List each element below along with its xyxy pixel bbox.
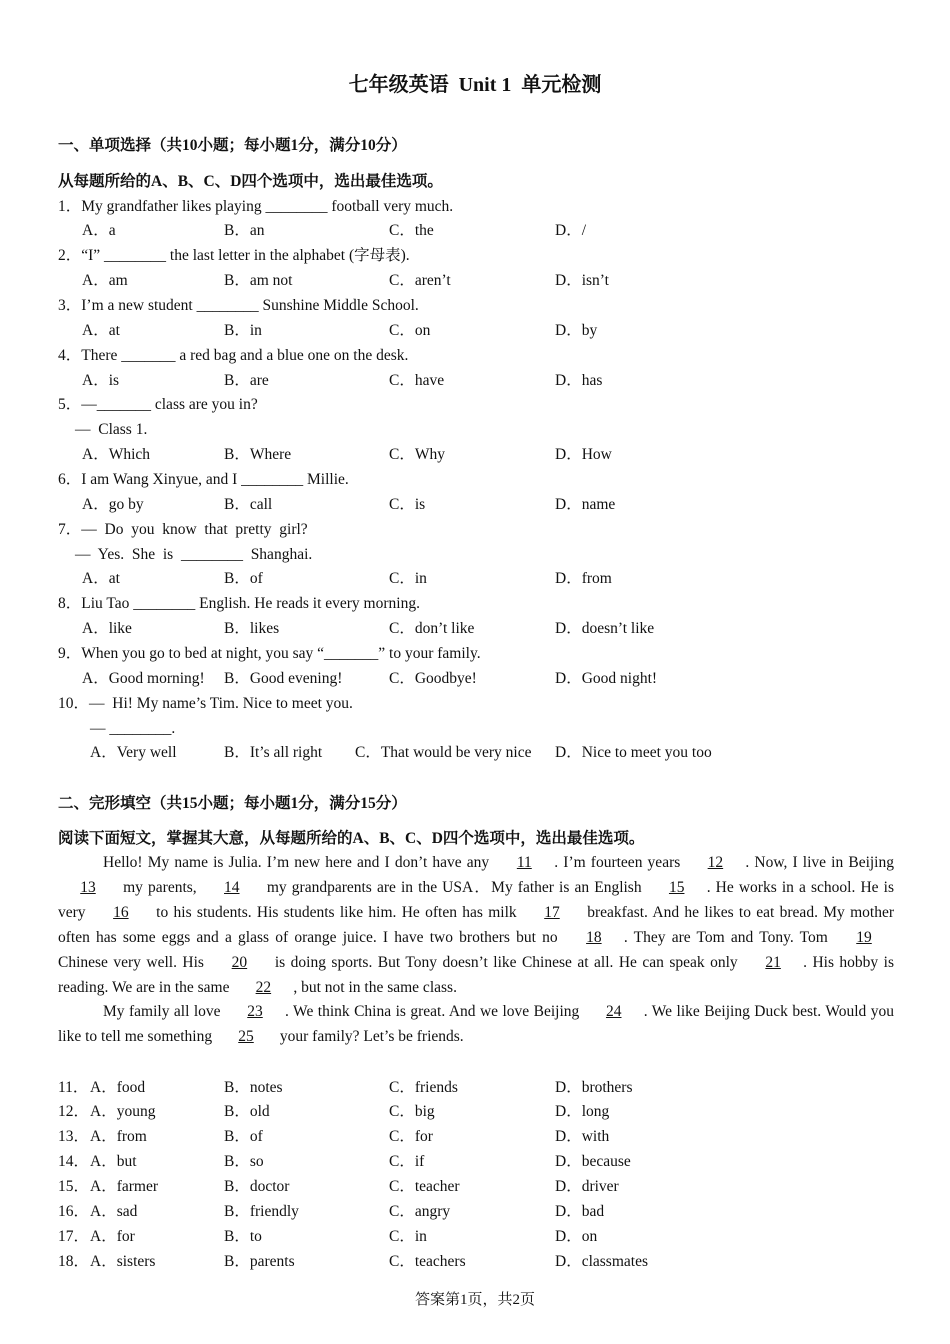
- question-stem-reply: — Class 1.: [75, 421, 148, 439]
- option-a: A．young: [90, 1103, 156, 1121]
- cloze-blank: 19: [856, 928, 872, 946]
- option-d: D．Good night!: [555, 669, 658, 687]
- option-b: B．It’s all right: [224, 744, 323, 762]
- option-d: D．on: [555, 1227, 598, 1245]
- option-a: A．sisters: [90, 1252, 156, 1270]
- option-d: D．isn’t: [555, 272, 609, 290]
- cloze-blank: 24: [605, 1003, 622, 1021]
- passage-text: . I’m fourteen years: [554, 854, 686, 871]
- passage-text: Chinese very well. His: [58, 953, 210, 971]
- question-number: 16．: [58, 1202, 90, 1220]
- option-c: C．teacher: [389, 1177, 460, 1195]
- option-c: C．is: [389, 495, 426, 513]
- option-a: A．Very well: [90, 744, 177, 762]
- passage-text: . His hobby is reading. We are in the same: [58, 953, 894, 996]
- passage-text: . We like Beijing Duck best. Would you like to tell me something: [58, 1003, 894, 1046]
- option-c: C．angry: [389, 1202, 451, 1220]
- option-c: C．Why: [389, 446, 445, 464]
- cloze-blank: 25: [238, 1028, 254, 1046]
- question-number: 17．: [58, 1227, 90, 1245]
- option-b: B．an: [224, 222, 265, 240]
- option-b: B．friendly: [224, 1202, 299, 1220]
- option-a: A．a: [82, 222, 116, 240]
- page-title: 七年级英语 Unit 1 单元检测: [348, 74, 602, 96]
- option-d: D．/: [555, 222, 587, 240]
- option-d: D．bad: [555, 1202, 605, 1220]
- option-c: C．the: [389, 222, 434, 240]
- option-a: A．is: [82, 371, 120, 389]
- option-b: B．am not: [224, 272, 293, 290]
- option-d: D．has: [555, 371, 603, 389]
- question-stem: 3．I’m a new student ________ Sunshine Middle School.: [58, 296, 419, 314]
- question-stem: 10．— Hi! My name’s Tim. Nice to meet you.: [58, 694, 353, 712]
- option-d: D．from: [555, 570, 612, 588]
- option-b: B．doctor: [224, 1177, 290, 1195]
- passage-text: , but not in the same class.: [293, 978, 457, 996]
- question-number: 18．: [58, 1252, 90, 1270]
- option-b: B．in: [224, 321, 262, 339]
- option-a: A．for: [90, 1227, 135, 1245]
- page-footer: 答案第1页，共2页: [414, 1292, 535, 1308]
- question-stem: 5．—_______ class are you in?: [58, 396, 258, 414]
- option-a: A．farmer: [90, 1177, 158, 1195]
- passage-text: . Now, I live in Beijing: [745, 854, 894, 871]
- question-stem: 7．— Do you know that pretty girl?: [58, 520, 308, 538]
- cloze-blank: 21: [765, 953, 781, 971]
- option-b: B．Good evening!: [224, 669, 343, 687]
- question-number: 11．: [58, 1078, 89, 1096]
- option-a: A．but: [90, 1153, 137, 1171]
- option-a: A．Which: [82, 446, 151, 464]
- passage-text: . We think China is great. And we love Beijing: [285, 1003, 584, 1021]
- option-c: C．friends: [389, 1078, 458, 1096]
- cloze-blank: 17: [544, 903, 560, 921]
- option-b: B．of: [224, 570, 263, 588]
- option-c: C．big: [389, 1103, 435, 1121]
- option-a: A．go by: [82, 495, 144, 513]
- option-c: C．for: [389, 1128, 433, 1146]
- section2-instruction: 阅读下面短文，掌握其大意，从每题所给的A、B、C、D四个选项中，选出最佳选项。: [58, 830, 645, 847]
- option-a: A．Good morning!: [82, 669, 205, 687]
- question-number: 13．: [58, 1128, 90, 1146]
- section1-heading: 一、单项选择（共10小题；每小题1分，满分10分）: [58, 137, 407, 154]
- passage-text: my grandparents are in the USA．My father is an English: [261, 878, 647, 896]
- option-b: B．parents: [224, 1252, 295, 1270]
- cloze-blank: 18: [586, 928, 602, 946]
- passage-text: . He works in a school. He is very: [58, 878, 894, 921]
- option-d: D．name: [555, 495, 616, 513]
- option-b: B．call: [224, 495, 273, 513]
- option-c: C．in: [389, 1227, 427, 1245]
- question-stem-reply: — ________.: [90, 719, 176, 737]
- option-a: A．at: [82, 321, 120, 339]
- option-b: B．Where: [224, 446, 292, 464]
- passage-text: breakfast. And he likes to eat bread. My mother often has some eggs and a glass of orange juice. I have two brothers but no: [58, 903, 894, 946]
- section1-instruction: 从每题所给的A、B、C、D四个选项中，选出最佳选项。: [58, 173, 443, 190]
- question-number: 15．: [58, 1177, 90, 1195]
- cloze-blank: 15: [668, 878, 685, 896]
- option-d: D．driver: [555, 1177, 619, 1195]
- option-c: C．Goodbye!: [389, 669, 477, 687]
- option-b: B．so: [224, 1153, 264, 1171]
- option-c: C．on: [389, 321, 431, 339]
- option-a: A．like: [82, 620, 132, 638]
- question-stem: 1．My grandfather likes playing ________ football very much.: [58, 197, 454, 215]
- passage-text: your family? Let’s be friends.: [276, 1028, 464, 1046]
- option-d: D．because: [555, 1153, 631, 1171]
- question-number: 14．: [58, 1153, 90, 1171]
- option-c: C．don’t like: [389, 620, 475, 638]
- cloze-blank: 12: [707, 854, 724, 871]
- option-d: D．by: [555, 321, 598, 339]
- option-c: C．have: [389, 371, 445, 389]
- cloze-blank: 23: [247, 1003, 263, 1021]
- question-stem: 4．There _______ a red bag and a blue one on the desk.: [58, 346, 409, 364]
- cloze-blank: 13: [80, 878, 96, 896]
- option-d: D．classmates: [555, 1252, 648, 1270]
- option-b: B．of: [224, 1128, 263, 1146]
- option-d: D．with: [555, 1128, 610, 1146]
- section2-heading: 二、完形填空（共15小题；每小题1分，满分15分）: [58, 795, 407, 812]
- cloze-blank: 20: [231, 953, 248, 971]
- option-a: A．am: [82, 272, 128, 290]
- question-stem: 8．Liu Tao ________ English. He reads it every morning.: [58, 595, 420, 613]
- option-d: D．Nice to meet you too: [555, 744, 712, 762]
- option-b: B．old: [224, 1103, 270, 1121]
- option-c: C．aren’t: [389, 272, 451, 290]
- option-a: A．food: [90, 1078, 146, 1096]
- option-c: C．That would be very nice: [355, 744, 532, 762]
- option-c: C．teachers: [389, 1252, 466, 1270]
- option-d: D．long: [555, 1103, 610, 1121]
- passage-paragraph: [58, 1000, 894, 1050]
- question-stem: 9．When you go to bed at night, you say “_______” to your family.: [58, 644, 481, 662]
- cloze-blank: 11: [516, 854, 532, 871]
- question-stem: 2．“I” ________ the last letter in the alphabet (字母表).: [58, 247, 410, 265]
- passage-text: my parents,: [118, 878, 202, 896]
- passage-text: My family all love: [103, 1003, 225, 1021]
- option-a: A．sad: [90, 1202, 138, 1220]
- option-a: A．from: [90, 1128, 147, 1146]
- question-stem-reply: — Yes. She is ________ Shanghai.: [75, 545, 313, 563]
- passage-text: . They are Tom and Tony. Tom: [623, 928, 835, 946]
- option-b: B．notes: [224, 1078, 283, 1096]
- option-b: B．are: [224, 371, 269, 389]
- option-a: A．at: [82, 570, 120, 588]
- question-stem: 6．I am Wang Xinyue, and I ________ Millie.: [58, 470, 349, 488]
- option-d: D．brothers: [555, 1078, 633, 1096]
- passage-text: is doing sports. But Tony doesn’t like Chinese at all. He can speak only: [269, 953, 744, 971]
- option-d: D．doesn’t like: [555, 620, 655, 638]
- option-c: C．in: [389, 570, 427, 588]
- cloze-passage: [58, 851, 894, 1050]
- option-b: B．to: [224, 1227, 262, 1245]
- option-c: C．if: [389, 1153, 425, 1171]
- passage-text: to his students. His students like him. He often has milk: [150, 903, 522, 921]
- option-d: D．How: [555, 446, 612, 464]
- cloze-blank: 16: [113, 903, 129, 921]
- passage-paragraph: [58, 851, 894, 1000]
- cloze-blank: 22: [255, 978, 272, 996]
- cloze-blank: 14: [224, 878, 240, 896]
- option-b: B．likes: [224, 620, 280, 638]
- passage-text: Hello! My name is Julia. I’m new here and I don’t have any: [103, 854, 495, 871]
- question-number: 12．: [58, 1103, 90, 1121]
